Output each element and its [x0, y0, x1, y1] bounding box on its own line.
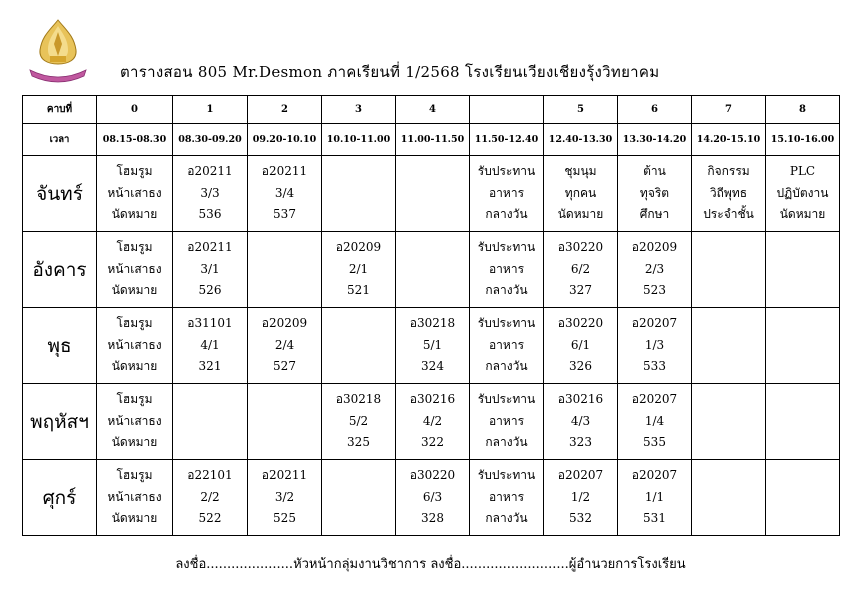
schedule-cell [544, 156, 618, 232]
time-slot: 09.20-10.10 [248, 124, 322, 156]
cell-line: อ20207 [631, 316, 678, 331]
cell-line: 525 [273, 511, 296, 526]
schedule-cell [544, 460, 618, 536]
cell-line: 2/3 [644, 261, 665, 276]
schedule-cell [470, 308, 544, 384]
cell-line: 4/2 [422, 413, 443, 428]
schedule-cell [322, 384, 396, 460]
schedule-cell [322, 308, 396, 384]
cell-line: 1/4 [644, 413, 665, 428]
cell-line: 6/3 [422, 489, 443, 504]
schedule-cell [692, 232, 766, 308]
time-slot: 10.10-11.00 [322, 124, 396, 156]
period-number: 0 [97, 96, 173, 124]
cell-line: 1/3 [644, 337, 665, 352]
schedule-cell [618, 156, 692, 232]
time-slot: 11.50-12.40 [470, 124, 544, 156]
cell-line: หน้าเสาธง [107, 337, 162, 352]
day-row [23, 460, 840, 536]
cell-line: นัดหมาย [111, 435, 158, 450]
cell-line: อ30218 [409, 316, 456, 331]
cell-line: อ30220 [557, 316, 604, 331]
cell-line: 321 [198, 359, 222, 374]
signature-line: ลงชื่อ.....................หัวหน้ากลุ่มงานวิชาการ ลงชื่อ..........................ผู้อำนวยการโรงเรียน [175, 557, 686, 572]
cell-line: รับประทาน [477, 468, 536, 483]
cell-line: 526 [198, 283, 222, 298]
cell-line: อ30216 [409, 392, 456, 407]
schedule-cell [470, 460, 544, 536]
schedule-cell [248, 460, 322, 536]
cell-line: อ20209 [335, 240, 382, 255]
schedule-cell [766, 384, 840, 460]
schedule-cell [322, 460, 396, 536]
cell-line: อาหาร [488, 185, 525, 200]
cell-line: หน้าเสาธง [107, 413, 162, 428]
schedule-cell [396, 308, 470, 384]
schedule-cell [322, 232, 396, 308]
schedule-cell [766, 156, 840, 232]
schedule-cell [248, 308, 322, 384]
cell-line: 3/3 [200, 185, 220, 200]
cell-line: 5/1 [422, 337, 443, 352]
cell-line: โฮมรูม [116, 316, 153, 331]
cell-line: โฮมรูม [116, 164, 153, 179]
schedule-cell [173, 308, 248, 384]
day-name: อังคาร [23, 232, 97, 308]
cell-line: 324 [421, 359, 444, 374]
time-slot: 11.00-11.50 [396, 124, 470, 156]
cell-line: 536 [198, 207, 222, 222]
cell-line: 527 [273, 359, 296, 374]
cell-line: อ20211 [261, 164, 308, 179]
day-row [23, 308, 840, 384]
schedule-cell [396, 460, 470, 536]
time-slot: 08.30-09.20 [173, 124, 248, 156]
cell-line: 2/1 [348, 261, 369, 276]
schedule-cell [97, 308, 173, 384]
schedule-cell [97, 460, 173, 536]
cell-line: อ30220 [557, 240, 604, 255]
schedule-cell [692, 384, 766, 460]
cell-line: 6/2 [570, 261, 591, 276]
cell-line: รับประทาน [477, 316, 536, 331]
flame-emblem-icon [40, 20, 76, 64]
schedule-cell [396, 232, 470, 308]
schedule-cell [470, 156, 544, 232]
cell-line: 537 [273, 207, 296, 222]
schedule-cell [248, 384, 322, 460]
period-number: 3 [322, 96, 396, 124]
school-logo [22, 14, 94, 86]
day-row [23, 384, 840, 460]
cell-line: นัดหมาย [557, 207, 604, 222]
day-row [23, 156, 840, 232]
cell-line: นัดหมาย [111, 511, 158, 526]
period-number: 1 [173, 96, 248, 124]
schedule-cell [97, 156, 173, 232]
cell-line: รับประทาน [477, 240, 536, 255]
time-slot: 15.10-16.00 [766, 124, 840, 156]
schedule-cell [618, 460, 692, 536]
cell-line: อาหาร [488, 489, 525, 504]
cell-line: หน้าเสาธง [107, 489, 162, 504]
cell-line: กลางวัน [485, 435, 528, 450]
day-name: จันทร์ [23, 156, 97, 232]
period-number: 2 [248, 96, 322, 124]
period-number: 4 [396, 96, 470, 124]
schedule-cell [618, 308, 692, 384]
cell-line: 3/2 [274, 489, 295, 504]
cell-line: นัดหมาย [111, 207, 158, 222]
cell-line: อ20211 [187, 240, 233, 255]
cell-line: 3/4 [274, 185, 295, 200]
cell-line: โฮมรูม [116, 240, 153, 255]
time-slot: 12.40-13.30 [544, 124, 618, 156]
period-number: 8 [766, 96, 840, 124]
cell-line: 3/1 [200, 261, 220, 276]
day-row [23, 232, 840, 308]
cell-line: ศึกษา [639, 207, 670, 222]
cell-line: 1/1 [644, 489, 665, 504]
schedule-cell [692, 156, 766, 232]
cell-line: ประจำชั้น [703, 207, 754, 222]
cell-line: ปฏิบัตงาน [776, 185, 829, 200]
cell-line: อ20209 [631, 240, 678, 255]
cell-line: 523 [643, 283, 666, 298]
cell-line: อ20209 [261, 316, 308, 331]
cell-line: 521 [347, 283, 370, 298]
cell-line: นัดหมาย [111, 359, 158, 374]
cell-line: นัดหมาย [111, 283, 158, 298]
cell-line: ชุมนุม [564, 164, 597, 179]
cell-line: อ20211 [261, 468, 308, 483]
cell-line: 531 [643, 511, 666, 526]
schedule-cell [692, 460, 766, 536]
cell-line: ต้าน [643, 164, 666, 179]
time-label: เวลา [23, 124, 97, 156]
schedule-cell [766, 308, 840, 384]
cell-line: 323 [569, 435, 592, 450]
period-label: คาบที่ [23, 96, 97, 124]
cell-line: อาหาร [488, 337, 525, 352]
period-number: 6 [618, 96, 692, 124]
cell-line: อ31101 [187, 316, 233, 331]
schedule-cell [544, 232, 618, 308]
schedule-cell [173, 232, 248, 308]
cell-line: 4/1 [200, 337, 220, 352]
period-number: 7 [692, 96, 766, 124]
schedule-cell [97, 384, 173, 460]
cell-line: กลางวัน [485, 359, 528, 374]
day-name: พฤหัสฯ [23, 384, 97, 460]
cell-line: ทุกคน [564, 185, 597, 200]
page-title: ตารางสอน 805 Mr.Desmon ภาคเรียนที่ 1/2568 โรงเรียนเวียงเชียงรุ้งวิทยาคม [120, 63, 660, 81]
cell-line: 328 [421, 511, 444, 526]
cell-line: 2/4 [274, 337, 295, 352]
cell-line: โฮมรูม [116, 392, 153, 407]
cell-line: อ20207 [631, 468, 678, 483]
cell-line: 533 [643, 359, 666, 374]
cell-line: 327 [569, 283, 592, 298]
cell-line: กลางวัน [485, 207, 528, 222]
schedule-cell [766, 232, 840, 308]
period-number: 5 [544, 96, 618, 124]
time-slot: 14.20-15.10 [692, 124, 766, 156]
schedule-cell [618, 384, 692, 460]
cell-line: วิถีพุทธ [709, 185, 748, 200]
cell-line: 322 [421, 435, 444, 450]
cell-line: หน้าเสาธง [107, 261, 162, 276]
schedule-cell [470, 232, 544, 308]
cell-line: 2/2 [200, 489, 220, 504]
cell-line: 522 [198, 511, 222, 526]
schedule-cell [396, 156, 470, 232]
cell-line: 6/1 [570, 337, 591, 352]
schedule-cell [544, 308, 618, 384]
cell-line: อ20211 [187, 164, 233, 179]
cell-line: รับประทาน [477, 392, 536, 407]
cell-line: อ20207 [631, 392, 678, 407]
schedule-cell [248, 156, 322, 232]
cell-line: อาหาร [488, 413, 525, 428]
period-header-row [23, 96, 840, 124]
day-name: ศุกร์ [23, 460, 97, 536]
schedule-cell [173, 384, 248, 460]
schedule-cell [173, 460, 248, 536]
cell-line: อ30218 [335, 392, 382, 407]
cell-line: อ22101 [187, 468, 233, 483]
schedule-cell [766, 460, 840, 536]
schedule-cell [173, 156, 248, 232]
cell-line: หน้าเสาธง [107, 185, 162, 200]
cell-line: นัดหมาย [779, 207, 826, 222]
cell-line: โฮมรูม [116, 468, 153, 483]
schedule-cell [396, 384, 470, 460]
time-slot: 13.30-14.20 [618, 124, 692, 156]
time-header-row [23, 124, 840, 156]
cell-line: กิจกรรม [707, 164, 750, 179]
cell-line: อ20207 [557, 468, 604, 483]
cell-line: 325 [347, 435, 370, 450]
schedule-cell [248, 232, 322, 308]
cell-line: รับประทาน [477, 164, 536, 179]
cell-line: กลางวัน [485, 511, 528, 526]
cell-line: 535 [643, 435, 666, 450]
day-name: พุธ [23, 308, 97, 384]
cell-line: 1/2 [570, 489, 591, 504]
cell-line: อ30220 [409, 468, 456, 483]
cell-line: 5/2 [348, 413, 369, 428]
schedule-cell [97, 232, 173, 308]
cell-line: อ30216 [557, 392, 604, 407]
cell-line: PLC [789, 164, 816, 179]
cell-line: 326 [569, 359, 592, 374]
schedule-cell [692, 308, 766, 384]
cell-line: 4/3 [570, 413, 591, 428]
schedule-cell [470, 384, 544, 460]
timetable [22, 95, 840, 536]
schedule-cell [618, 232, 692, 308]
time-slot: 08.15-08.30 [97, 124, 173, 156]
schedule-cell [322, 156, 396, 232]
cell-line: อาหาร [488, 261, 525, 276]
cell-line: 532 [569, 511, 592, 526]
cell-line: กลางวัน [485, 283, 528, 298]
period-number [470, 96, 544, 124]
cell-line: ทุจริต [639, 185, 670, 200]
schedule-cell [544, 384, 618, 460]
